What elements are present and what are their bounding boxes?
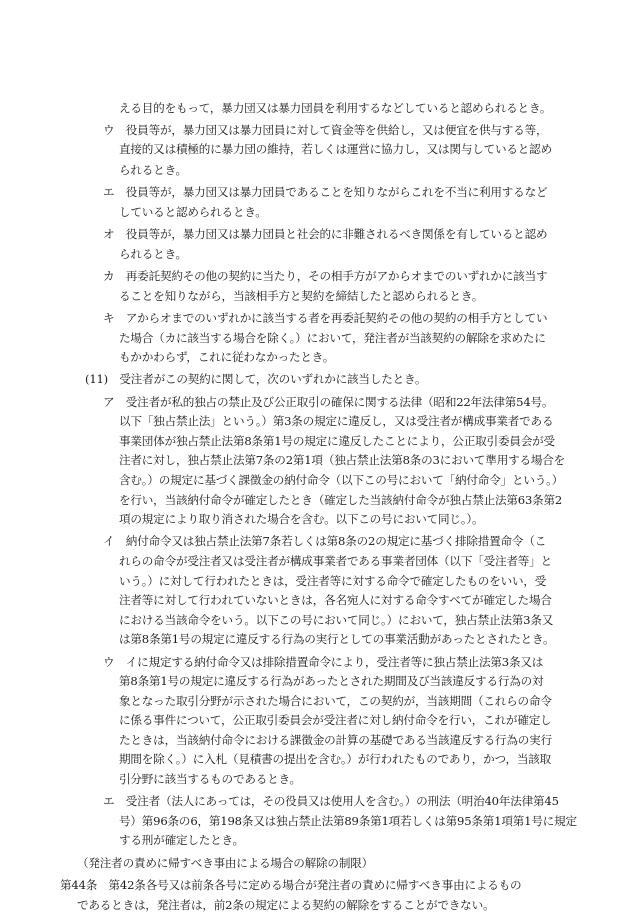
text-line: していると認められるとき。 [119, 205, 267, 219]
item-ka-heading: カ 再委託契約その他の契約に当たり，その相手方がアからオまでのいずれかに該当す [103, 269, 548, 283]
article-caption: （発注者の責めに帰すべき事由による場合の解除の制限） [77, 856, 374, 870]
text-line: いう。）に対して行われたときは，受注者等に対する命令で確定したものをいい，受 [119, 574, 547, 588]
item-ki-heading: キ アからオまでのいずれかに該当する者を再委託契約その他の契約の相手方としてい [103, 311, 548, 325]
clause-11-heading: (11) 受注者がこの契約に関して，次のいずれかに該当したとき。 [85, 372, 427, 386]
item-i-heading: イ 納付命令又は独占禁止法第7条若しくは第8条の2の規定に基づく排除措置命令（こ [103, 534, 547, 548]
text-line: 含む。）の規定に基づく課徴金の納付命令（以下この号において「納付命令」という。） [119, 473, 564, 487]
text-line: える目的をもって，暴力団又は暴力団員を利用するなどしていると認められるとき。 [119, 101, 552, 115]
text-line: 注者等に対して行われていないときは，各名宛人に対する命令すべてが確定した場合 [119, 593, 552, 607]
text-line: ることを知りながら，当該相手方と契約を締結したと認められるとき。 [119, 289, 484, 303]
text-line: を行い，当該納付命令が確定したとき（確定した当該納付命令が独占禁止法第63条第2 [119, 493, 563, 507]
item-e-heading: エ 役員等が，暴力団又は暴力団員であることを知りながらこれを不当に利用するなど [103, 185, 548, 199]
text-line: 号）第96条の6，第198条又は独占禁止法第89条第1項若しくは第95条第1項第1号に規定 [119, 814, 577, 828]
item-o-heading: オ 役員等が，暴力団又は暴力団員と社会的に非難されるべき関係を有していると認め [103, 227, 548, 241]
text-line: られるとき。 [119, 163, 187, 177]
text-line: に係る事件について，公正取引委員会が受注者に対し納付命令を行い，これが確定し [119, 713, 552, 727]
item-u-heading: ウ 役員等が，暴力団又は暴力団員に対して資金等を供給し，又は便宜を供与する等， [103, 123, 548, 137]
item-e2-heading: エ 受注者（法人にあっては，その役員又は使用人を含む。）の刑法（明治40年法律第45 [103, 794, 559, 808]
item-u2-heading: ウ イに規定する納付命令又は排除措置命令により，受注者等に独占禁止法第3条又は [103, 655, 544, 669]
text-line: 以下「独占禁止法」という。）第3条の規定に違反し，又は受注者が構成事業者である [119, 414, 554, 428]
text-line: 期間を除く。）に入札（見積書の提出を含む。）が行われたものであり，かつ，当該取 [119, 752, 552, 766]
text-line: であるときは，発注者は，前2条の規定による契約の解除をすることができない。 [77, 898, 495, 912]
text-line: 第8条第1号の規定に違反する行為があったとされた期間及び当該違反する行為の対 [119, 674, 544, 688]
text-line: もかかわらず，これに従わなかったとき。 [119, 350, 335, 364]
text-line: られるとき。 [119, 247, 187, 261]
text-line: における当該命令をいう。以下この号において同じ。）において，独占禁止法第3条又 [119, 613, 554, 627]
article-44-heading: 第44条 第42条各号又は前条各号に定める場合が発注者の責めに帰すべき事由によるもの [60, 878, 522, 892]
text-line: たときは，当該納付命令における課徴金の計算の基礎である当該違反する行為の実行 [119, 733, 552, 747]
text-line: 注者に対し，独占禁止法第7条の2第1項（独占禁止法第8条の3において準用する場合を [119, 453, 566, 467]
text-line: 象となった取引分野が示された場合において，この契約が，当該期間（これらの命令 [119, 694, 552, 708]
text-line: た場合（カに該当する場合を除く。）において，発注者が当該契約の解除を求めたに [119, 331, 546, 345]
item-a-heading: ア 受注者が私的独占の禁止及び公正取引の確保に関する法律（昭和22年法律第54号。 [103, 395, 554, 409]
text-line: は第8条第1号の規定に違反する行為の実行としての事業活動があったとされたとき。 [119, 632, 555, 646]
text-line: 引分野に該当するものであるとき。 [119, 772, 301, 786]
text-line: 直接的又は積極的に暴力団の維持，若しくは運営に協力し，又は関与していると認め [119, 142, 552, 156]
text-line: 事業団体が独占禁止法第8条第1号の規定に違反したことにより，公正取引委員会が受 [119, 434, 555, 448]
text-line: する刑が確定したとき。 [119, 833, 244, 847]
text-line: れらの命令が受注者又は受注者が構成事業者である事業者団体（以下「受注者等」と [119, 554, 552, 568]
text-line: 項の規定により取り消された場合を含む。以下この号において同じ。）。 [119, 512, 484, 526]
